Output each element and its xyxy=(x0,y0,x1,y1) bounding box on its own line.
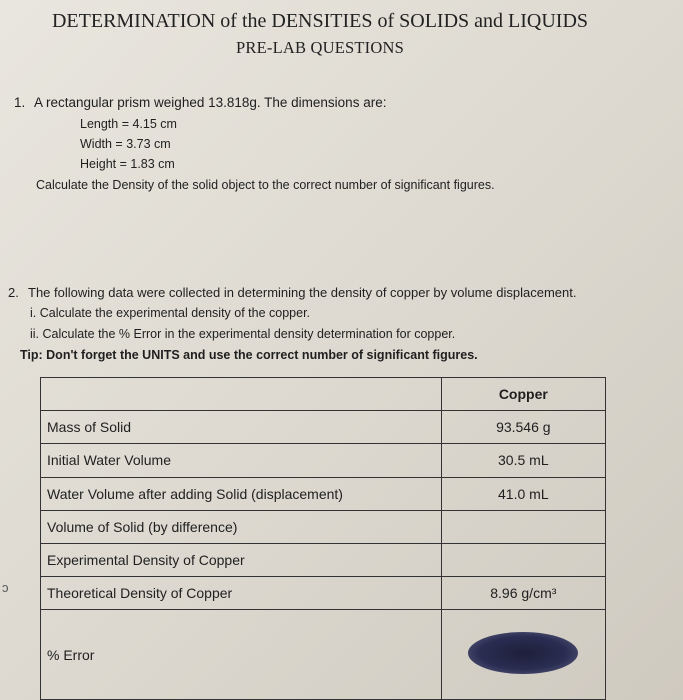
table-header-row xyxy=(41,378,606,411)
row-value: 93.546 g xyxy=(441,411,605,444)
row-label: Experimental Density of Copper xyxy=(41,543,442,576)
row-label: Volume of Solid (by difference) xyxy=(41,510,442,543)
question-1-ask: Calculate the Density of the solid object to the correct number of significant figures. xyxy=(36,178,495,192)
table-row xyxy=(41,510,606,543)
copper-column-header: Copper xyxy=(441,378,605,411)
row-value xyxy=(441,543,605,576)
page-subtitle: PRE-LAB QUESTIONS xyxy=(236,38,404,57)
row-value xyxy=(441,510,605,543)
question-1 xyxy=(14,92,495,196)
row-label: Mass of Solid xyxy=(41,411,442,444)
table-row xyxy=(41,610,606,700)
width-value: Width = 3.73 cm xyxy=(80,137,171,151)
table-header-blank xyxy=(41,378,442,411)
question-2-tip: Tip: Don't forget the UNITS and use the correct number of significant figures. xyxy=(20,348,478,362)
table-row xyxy=(41,444,606,477)
scribble-mark xyxy=(468,632,578,674)
question-1-prompt xyxy=(14,92,495,114)
row-value: 8.96 g/cm³ xyxy=(441,577,605,610)
row-label: % Error xyxy=(41,610,442,700)
copper-data-table xyxy=(40,377,606,700)
table-row xyxy=(41,477,606,510)
question-2-number: 2. xyxy=(8,285,19,300)
question-2 xyxy=(8,282,668,366)
row-label: Theoretical Density of Copper xyxy=(41,577,442,610)
question-1-text: A rectangular prism weighed 13.818g. The dimensions are: xyxy=(34,95,387,110)
row-label: Initial Water Volume xyxy=(41,444,442,477)
length-value: Length = 4.15 cm xyxy=(80,117,177,131)
percent-error-cell xyxy=(441,610,605,700)
margin-mark: ↄ xyxy=(2,580,9,595)
question-2-prompt xyxy=(8,282,668,303)
question-1-number: 1. xyxy=(14,95,26,110)
row-value: 41.0 mL xyxy=(441,477,605,510)
row-value: 30.5 mL xyxy=(441,444,605,477)
height-value: Height = 1.83 cm xyxy=(80,157,175,171)
table-row xyxy=(41,543,606,576)
table-row xyxy=(41,577,606,610)
table-row xyxy=(41,411,606,444)
question-2-part-ii: ii. Calculate the % Error in the experimental density determination for copper. xyxy=(30,327,456,341)
question-2-part-i: i. Calculate the experimental density of the copper. xyxy=(30,306,311,320)
question-2-text: The following data were collected in determining the density of copper by volume displacement. xyxy=(28,285,577,300)
page-title: DETERMINATION of the DENSITIES of SOLIDS and LIQUIDS xyxy=(51,10,589,32)
row-label: Water Volume after adding Solid (displacement) xyxy=(41,477,442,510)
